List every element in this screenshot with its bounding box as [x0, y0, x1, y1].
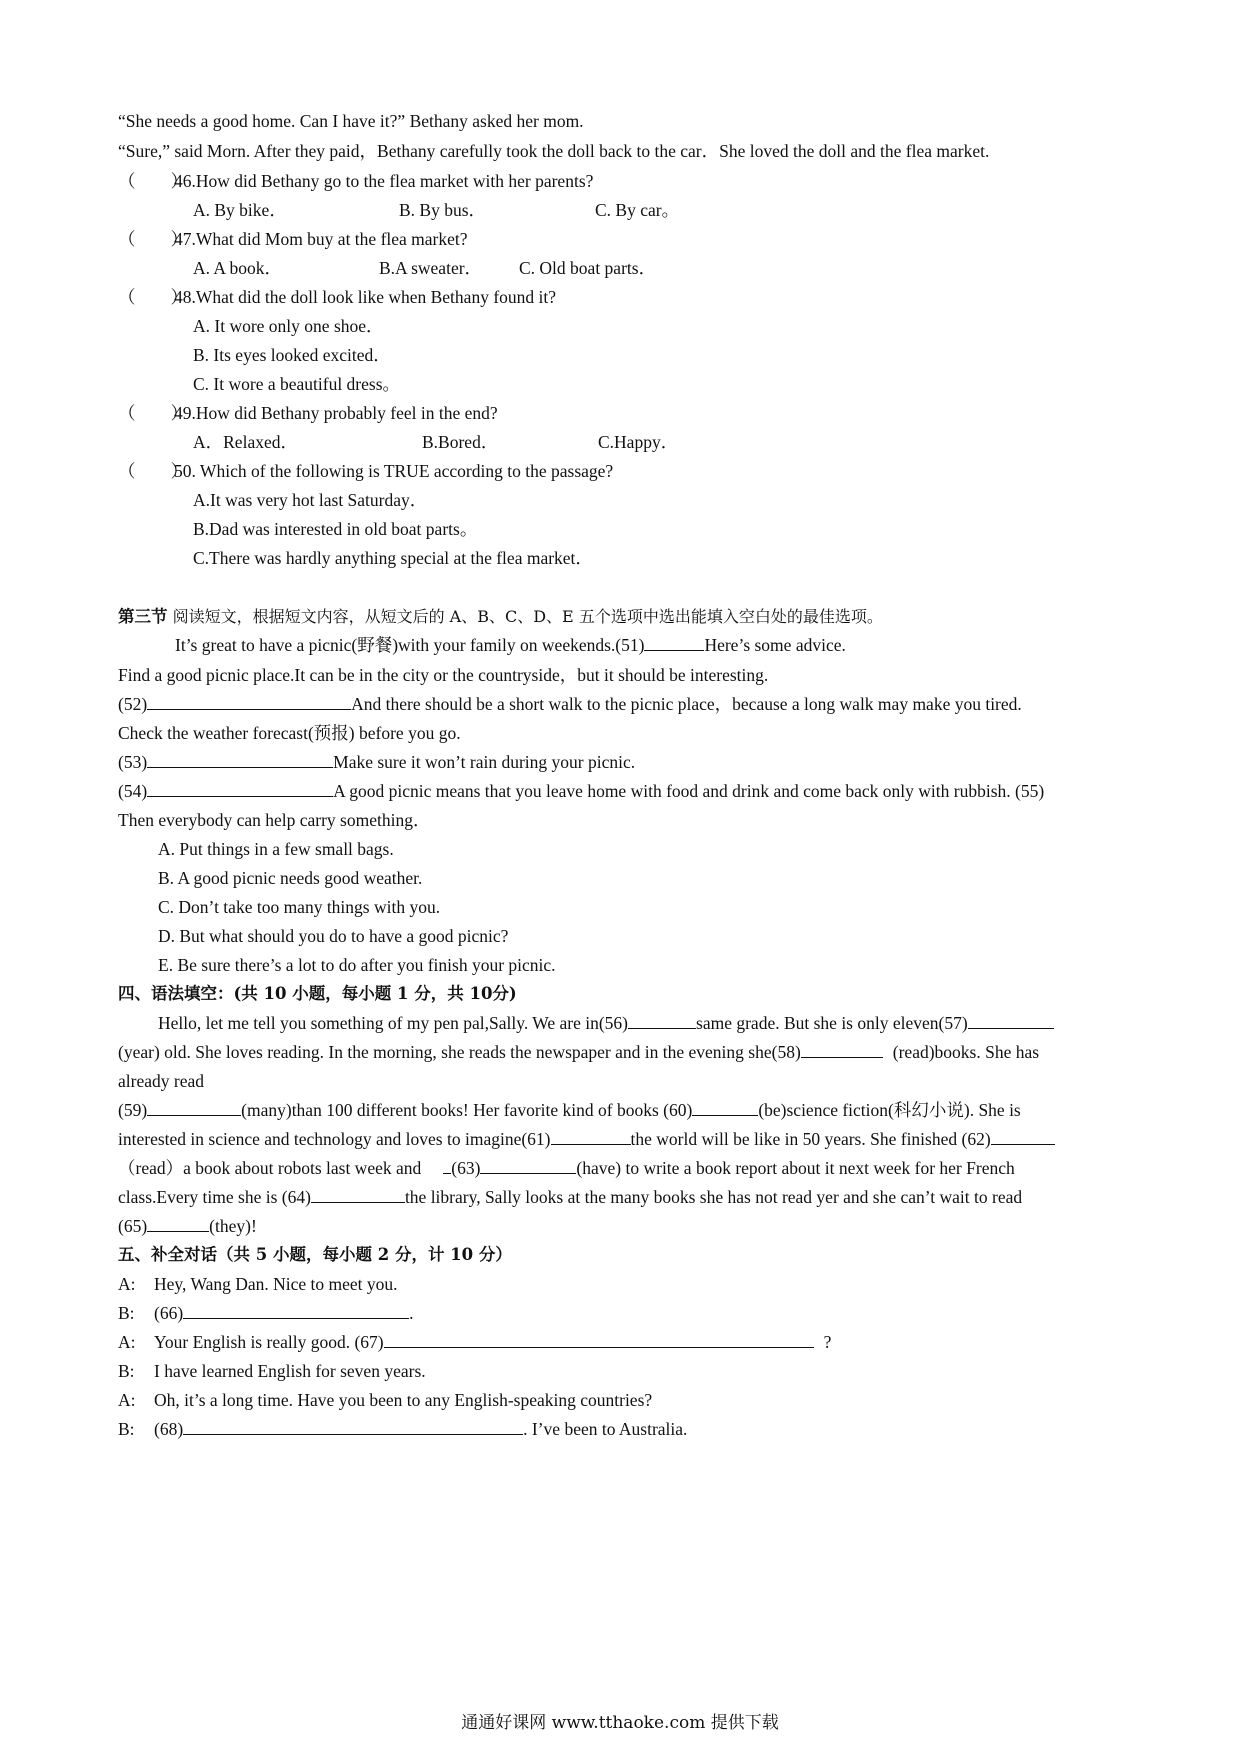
dialogue-text: .: [409, 1303, 414, 1323]
question-49: [118, 402, 498, 424]
blank-51[interactable]: [644, 634, 704, 651]
dialogue-line: [118, 1418, 687, 1440]
answer-paren[interactable]: （ ）: [118, 171, 188, 191]
dialogue-line: [118, 1331, 831, 1353]
speaker: A:: [118, 1274, 136, 1294]
section5-heading: 五、补全对话（共 5 小题，每小题 2 分，计 10 分）: [118, 1245, 512, 1264]
blank-65[interactable]: [147, 1215, 209, 1232]
section-instruction: 阅读短文，根据短文内容，从短文后的 A、B、C、D、E 五个选项中选出能填入空白处的最佳选项。: [167, 607, 883, 626]
passage-line: [118, 751, 635, 773]
blank-number: (54): [118, 781, 148, 801]
option: E. Be sure there’s a lot to do after you finish your picnic.: [158, 955, 556, 975]
blank-61[interactable]: [551, 1128, 631, 1145]
question-stem: 48.What did the doll look like when Bethany found it?: [174, 287, 557, 307]
section3-heading-line: [118, 605, 883, 628]
passage-line: [175, 634, 846, 656]
passage-text: (many)than 100 different books! Her favorite kind of books (60): [241, 1100, 693, 1120]
speaker: A:: [118, 1332, 136, 1352]
option: B.A sweater．: [379, 258, 483, 278]
blank-64[interactable]: [311, 1186, 405, 1203]
options-49: [193, 431, 678, 453]
options-47: [193, 257, 656, 279]
blank-54[interactable]: [147, 780, 333, 797]
passage-line: [118, 1215, 257, 1237]
blank-63[interactable]: [480, 1157, 576, 1174]
option: A. By bike．: [193, 200, 287, 220]
answer-paren[interactable]: （ ）: [118, 287, 188, 307]
blank-57[interactable]: [968, 1012, 1054, 1029]
dialogue-text: ?: [823, 1332, 832, 1352]
passage-text: (have) to write a book report about it next week for her French: [576, 1158, 1015, 1178]
option: B. A good picnic needs good weather.: [158, 868, 423, 888]
blank-60[interactable]: [692, 1099, 758, 1116]
blank-number: (59): [118, 1100, 148, 1120]
blank-62[interactable]: [991, 1128, 1055, 1145]
passage-line: [118, 1157, 1015, 1179]
passage-text: the library, Sally looks at the many books she has not read yer and she can’t wait to read: [404, 1187, 1023, 1207]
passage-text: A good picnic means that you leave home with food and drink and come back only with rubbish. (55): [333, 781, 1045, 801]
blank-number: (63): [451, 1158, 481, 1178]
passage-line: [118, 1186, 1022, 1208]
section4-heading: 四、语法填空：(共 10 小题，每小题 1 分，共 10分): [118, 984, 517, 1003]
blank-67[interactable]: [384, 1331, 814, 1348]
dialogue-text: I have learned English for seven years.: [154, 1361, 426, 1381]
dialogue-line: [118, 1273, 398, 1295]
passage-line: Find a good picnic place.It can be in the city or the countryside，but it should be interesting.: [118, 665, 769, 685]
blank-53[interactable]: [147, 751, 333, 768]
option: A. Put things in a few small bags.: [158, 839, 394, 859]
option: C.There was hardly anything special at the flea market．: [193, 548, 593, 568]
question-47: [118, 228, 468, 250]
story-line: “Sure,” said Morn. After they paid，Bethany carefully took the doll back to the car．She loved the doll and the flea market.: [118, 141, 990, 161]
blank-52[interactable]: [147, 693, 351, 710]
passage-text: the world will be like in 50 years. She finished (62): [630, 1129, 991, 1149]
answer-paren[interactable]: （ ）: [118, 403, 188, 423]
dialogue-text: Your English is really good. (67): [154, 1332, 384, 1352]
passage-line: Check the weather forecast(预报) before you go.: [118, 723, 461, 743]
dialogue-line: [118, 1360, 426, 1382]
option: D. But what should you do to have a good picnic?: [158, 926, 509, 946]
option: B. By bus．: [399, 200, 487, 220]
option: B.Bored．: [422, 432, 499, 452]
option: B. Its eyes looked excited．: [193, 345, 391, 365]
passage-line: [118, 1041, 1039, 1063]
dialogue-line: [118, 1389, 652, 1411]
question-stem: 49.How did Bethany probably feel in the end?: [174, 403, 498, 423]
passage-line: [118, 693, 1022, 715]
passage-text: （read）a book about robots last week and: [118, 1158, 422, 1178]
blank-58[interactable]: [801, 1041, 883, 1058]
question-50: [118, 460, 613, 482]
passage-text: (read)books. She has: [892, 1042, 1040, 1062]
blank-number: (52): [118, 694, 148, 714]
blank-66[interactable]: [183, 1302, 409, 1319]
passage-text: same grade. But she is only eleven(57): [696, 1013, 968, 1033]
passage-text: interested in science and technology and loves to imagine(61): [118, 1129, 551, 1149]
passage-text: It’s great to have a picnic(野餐)with your family on weekends.(51): [175, 635, 645, 655]
option: C.Happy．: [598, 432, 679, 452]
option: C. By car。: [595, 200, 680, 220]
dialogue-text: Oh, it’s a long time. Have you been to any English-speaking countries?: [154, 1390, 653, 1410]
dialogue-text: . I’ve been to Australia.: [523, 1419, 688, 1439]
passage-text: And there should be a short walk to the picnic place，because a long walk may make you tired.: [351, 694, 1022, 714]
answer-paren[interactable]: （ ）: [118, 229, 188, 249]
passage-line: Then everybody can help carry something．: [118, 810, 431, 830]
option: A. It wore only one shoe．: [193, 316, 384, 336]
blank-number: (65): [118, 1216, 148, 1236]
passage-text: (they)!: [209, 1216, 257, 1236]
question-stem: 47.What did Mom buy at the flea market?: [174, 229, 468, 249]
option: C. It wore a beautiful dress。: [193, 374, 401, 394]
passage-line: [118, 1128, 1055, 1150]
option: A.It was very hot last Saturday．: [193, 490, 428, 510]
blank-59[interactable]: [147, 1099, 241, 1116]
option: C. Don’t take too many things with you.: [158, 897, 441, 917]
options-46: [193, 199, 679, 221]
option: B.Dad was interested in old boat parts。: [193, 519, 478, 539]
blank-number: (53): [118, 752, 148, 772]
speaker: B:: [118, 1361, 135, 1381]
passage-text: (year) old. She loves reading. In the morning, she reads the newspaper and in the evening she(58): [118, 1042, 801, 1062]
option: A. A book．: [193, 258, 282, 278]
answer-paren[interactable]: （ ）: [118, 461, 188, 481]
dialogue-line: [118, 1302, 414, 1324]
passage-line: already read: [118, 1071, 204, 1091]
question-stem: 46.How did Bethany go to the flea market with her parents?: [174, 171, 594, 191]
passage-line: [118, 1099, 1021, 1121]
question-48: [118, 286, 556, 308]
story-line: “She needs a good home. Can I have it?” Bethany asked her mom.: [118, 111, 584, 131]
blank-68[interactable]: [183, 1418, 523, 1435]
question-stem: 50. Which of the following is TRUE according to the passage?: [174, 461, 614, 481]
passage-line: [118, 780, 1044, 802]
speaker: B:: [118, 1419, 135, 1439]
passage-text: Hello, let me tell you something of my pen pal,Sally. We are in(56): [158, 1013, 629, 1033]
option: C. Old boat parts．: [519, 258, 657, 278]
dialogue-text: Hey, Wang Dan. Nice to meet you.: [154, 1274, 398, 1294]
speaker: B:: [118, 1303, 135, 1323]
passage-line: [158, 1012, 1054, 1034]
passage-text: Here’s some advice.: [704, 635, 846, 655]
blank-number: (66): [154, 1303, 184, 1323]
option: A．Relaxed．: [193, 432, 298, 452]
blank-number: (68): [154, 1419, 184, 1439]
passage-text: (be)science fiction(科幻小说). She is: [758, 1100, 1021, 1120]
passage-text: Make sure it won’t rain during your picnic.: [333, 752, 636, 772]
speaker: A:: [118, 1390, 136, 1410]
section-heading: 第三节: [118, 607, 168, 626]
blank-56[interactable]: [628, 1012, 696, 1029]
question-46: [118, 170, 593, 192]
page-footer: 通通好课网 www.tthaoke.com 提供下载: [461, 1713, 779, 1733]
passage-text: class.Every time she is (64): [118, 1187, 311, 1207]
